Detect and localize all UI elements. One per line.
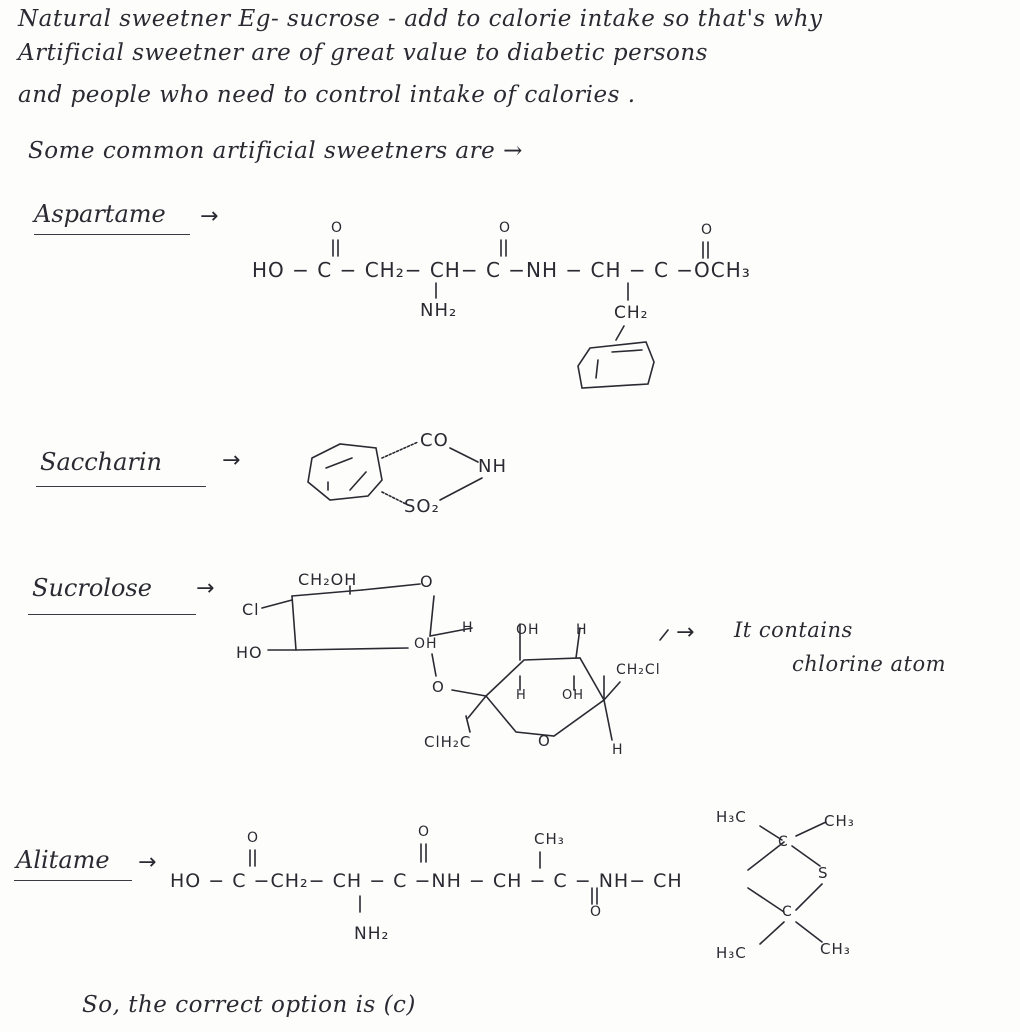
alitame-o3: O xyxy=(590,904,603,920)
sucralose-ring-o: O xyxy=(420,572,434,591)
sucralose-ring-o2: O xyxy=(538,732,551,750)
saccharin-so2-bond xyxy=(382,492,406,504)
alitame-nh2: NH₂ xyxy=(354,924,390,944)
saccharin-label: Saccharin xyxy=(40,448,163,476)
sucralose-clh2c: ClH₂C xyxy=(424,733,472,751)
sucralose-pyranose-ring xyxy=(262,584,472,676)
aspartame-o3: O xyxy=(701,222,714,238)
sucralose-h2: H xyxy=(576,622,588,638)
sucralose-oh1: OH xyxy=(414,636,438,652)
sucralose-ch2oh: CH₂OH xyxy=(298,570,358,589)
intro-line-2: Artificial sweetner are of great value to diabetic persons xyxy=(18,40,708,66)
alitame-c-top: C xyxy=(778,834,789,850)
intro-line-3: and people who need to control intake of calories . xyxy=(18,82,636,108)
intro-line-1: Natural sweetner Eg- sucrose - add to calorie intake so that's why xyxy=(18,6,823,32)
sucralose-ch2cl: CH₂Cl xyxy=(616,662,661,678)
alitame-o1: O xyxy=(247,830,260,846)
sucralose-label: Sucrolose xyxy=(32,574,152,602)
sucralose-note-line-2: chlorine atom xyxy=(792,652,947,676)
aspartame-o2: O xyxy=(499,220,512,236)
sucralose-note-arrow: → xyxy=(676,620,695,645)
sucralose-h1: H xyxy=(462,620,474,636)
alitame-thietane-ring xyxy=(748,822,826,944)
saccharin-nh: NH xyxy=(478,456,507,477)
sucralose-note-line-1: It contains xyxy=(734,618,853,642)
alitame-ch3-bottom: CH₃ xyxy=(820,940,851,958)
aspartame-formula: HO − C − CH₂− CH− C −NH − CH − C −OCH₃ xyxy=(252,258,751,282)
alitame-s: S xyxy=(818,864,829,882)
saccharin-so2-nh-bond xyxy=(440,478,482,500)
saccharin-so2: SO₂ xyxy=(404,496,440,517)
alitame-ch3: CH₃ xyxy=(534,830,565,848)
alitame-c-bottom: C xyxy=(782,904,793,920)
sucralose-oh2: OH xyxy=(516,622,540,638)
conclusion-text: So, the correct option is (c) xyxy=(82,992,416,1018)
saccharin-co-bond xyxy=(382,442,418,458)
sucralose-h3: H xyxy=(516,688,527,703)
aspartame-ch2: CH₂ xyxy=(614,303,649,323)
intro-line-4: Some common artificial sweetners are → xyxy=(28,138,523,164)
alitame-arrow: → xyxy=(138,850,157,875)
sucralose-ho: HO xyxy=(236,643,263,662)
sucralose-furanose-ring xyxy=(452,624,668,740)
aspartame-nh2: NH₂ xyxy=(420,300,458,321)
saccharin-co-nh-bond xyxy=(450,448,478,462)
alitame-h3c-bottom: H₃C xyxy=(716,944,747,962)
aspartame-ring-bond xyxy=(616,326,624,340)
saccharin-arrow: → xyxy=(222,448,241,473)
sucralose-cl: Cl xyxy=(242,600,260,619)
saccharin-co: CO xyxy=(420,430,449,451)
alitame-label: Alitame xyxy=(16,846,110,874)
sucralose-oh3: OH xyxy=(562,688,585,703)
alitame-ch3-top: CH₃ xyxy=(824,812,855,830)
aspartame-label: Aspartame xyxy=(34,200,166,228)
aspartame-benzene-ring xyxy=(578,342,654,388)
sucralose-link-o: O xyxy=(432,678,445,696)
alitame-o2: O xyxy=(418,824,431,840)
alitame-formula: HO − C −CH₂− CH − C −NH − CH − C − NH− CH xyxy=(170,870,683,892)
aspartame-arrow: → xyxy=(200,204,219,229)
sucralose-arrow: → xyxy=(196,576,215,601)
aspartame-o1: O xyxy=(331,220,344,236)
sucralose-h4: H xyxy=(612,742,624,758)
alitame-h3c-top: H₃C xyxy=(716,808,747,826)
saccharin-benzene-ring xyxy=(308,444,382,500)
